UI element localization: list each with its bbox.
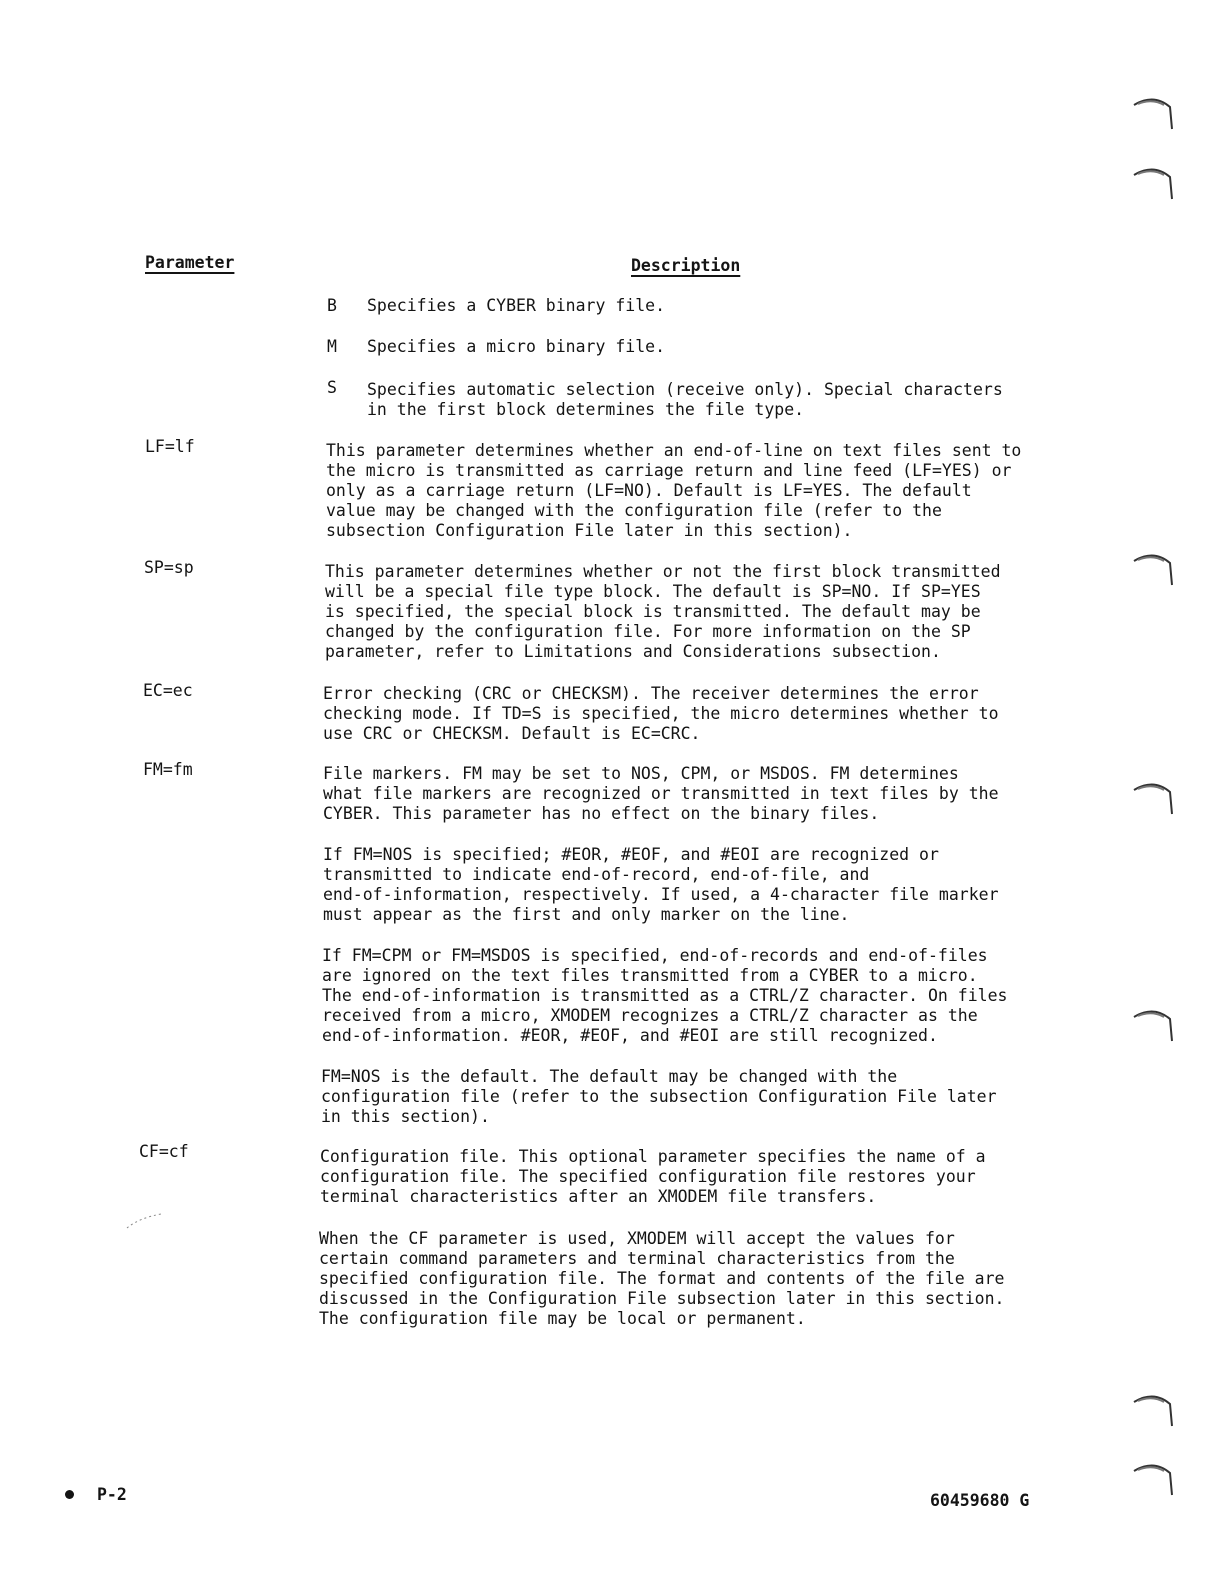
file-type-description: Specifies a CYBER binary file. — [367, 296, 666, 315]
file-type-description: Specifies automatic selection (receive only). Special characters in the first block determines the file type. — [367, 380, 1003, 419]
document-number: 60459680 G — [930, 1491, 1030, 1510]
file-type-description: Specifies a micro binary file. — [367, 337, 666, 356]
scan-speck — [125, 1210, 165, 1230]
binder-hole-mark — [1130, 549, 1176, 589]
binder-hole-mark — [1130, 1390, 1176, 1430]
binder-hole-mark — [1130, 1005, 1176, 1045]
description-column-header: Description — [631, 256, 741, 275]
fm-default-paragraph: FM=NOS is the default. The default may be changed with the configuration file (refer to the subsection Configuration File later in this section). — [321, 1067, 997, 1126]
parameter-description-fm: File markers. FM may be set to NOS, CPM, or MSDOS. FM determines what file markers are recognized or transmitted in text files by the CYBER. This parameter has no effect on the binary files. — [323, 764, 999, 823]
file-type-letter: S — [327, 378, 337, 397]
binder-hole-mark — [1130, 1459, 1176, 1499]
fm-cpm-msdos-paragraph: If FM=CPM or FM=MSDOS is specified, end-of-records and end-of-files are ignored on the text files transmitted from a CYBER to a micro. The end-of-information is transmitted as a CTRL/Z character. On files received from a micro, XMODEM recognizes a CTRL/Z character as the end-of-information. #EOR, #EOF, and #EOI are still recognized. — [322, 946, 1008, 1045]
footer-bullet — [65, 1490, 74, 1499]
parameter-name-sp: SP=sp — [144, 558, 194, 577]
parameter-column-header: Parameter — [145, 253, 235, 272]
parameter-name-cf: CF=cf — [139, 1142, 189, 1161]
parameter-description-cf: Configuration file. This optional parameter specifies the name of a configuration file. The specified configuration file restores your terminal characteristics after an XMODEM file transfers. — [320, 1147, 986, 1206]
file-type-letter: M — [327, 337, 337, 356]
parameter-description-lf: This parameter determines whether an end-of-line on text files sent to the micro is transmitted as carriage return and line feed (LF=YES) or only as a carriage return (LF=NO). Default is LF=YES. The default value may be changed with the configuration file (refer to the subsection Configuration File later in this section). — [326, 441, 1022, 540]
binder-hole-mark — [1130, 93, 1176, 133]
cf-usage-paragraph: When the CF parameter is used, XMODEM will accept the values for certain command parameters and terminal characteristics from the specified configuration file. The format and contents of the file are discussed in the Configuration File subsection later in this section. The configuration file may be local or permanent. — [319, 1229, 1005, 1328]
binder-hole-mark — [1130, 163, 1176, 203]
parameter-name-ec: EC=ec — [143, 681, 193, 700]
fm-nos-paragraph: If FM=NOS is specified; #EOR, #EOF, and #EOI are recognized or transmitted to indicate end-of-record, end-of-file, and end-of-information, respectively. If used, a 4-character file marker must appear as the first and only marker on the line. — [323, 845, 999, 924]
page-number: P-2 — [97, 1485, 127, 1504]
parameter-description-sp: This parameter determines whether or not the first block transmitted will be a special file type block. The default is SP=NO. If SP=YES is specified, the special block is transmitted. The default may be changed by the configuration file. For more information on the SP parameter, refer to Limitations and Considerations subsection. — [325, 562, 1001, 661]
binder-hole-mark — [1130, 778, 1176, 818]
file-type-letter: B — [327, 296, 337, 315]
parameter-description-ec: Error checking (CRC or CHECKSM). The receiver determines the error checking mode. If TD=S is specified, the micro determines whether to use CRC or CHECKSM. Default is EC=CRC. — [323, 684, 999, 743]
parameter-name-lf: LF=lf — [145, 437, 195, 456]
parameter-name-fm: FM=fm — [143, 760, 193, 779]
